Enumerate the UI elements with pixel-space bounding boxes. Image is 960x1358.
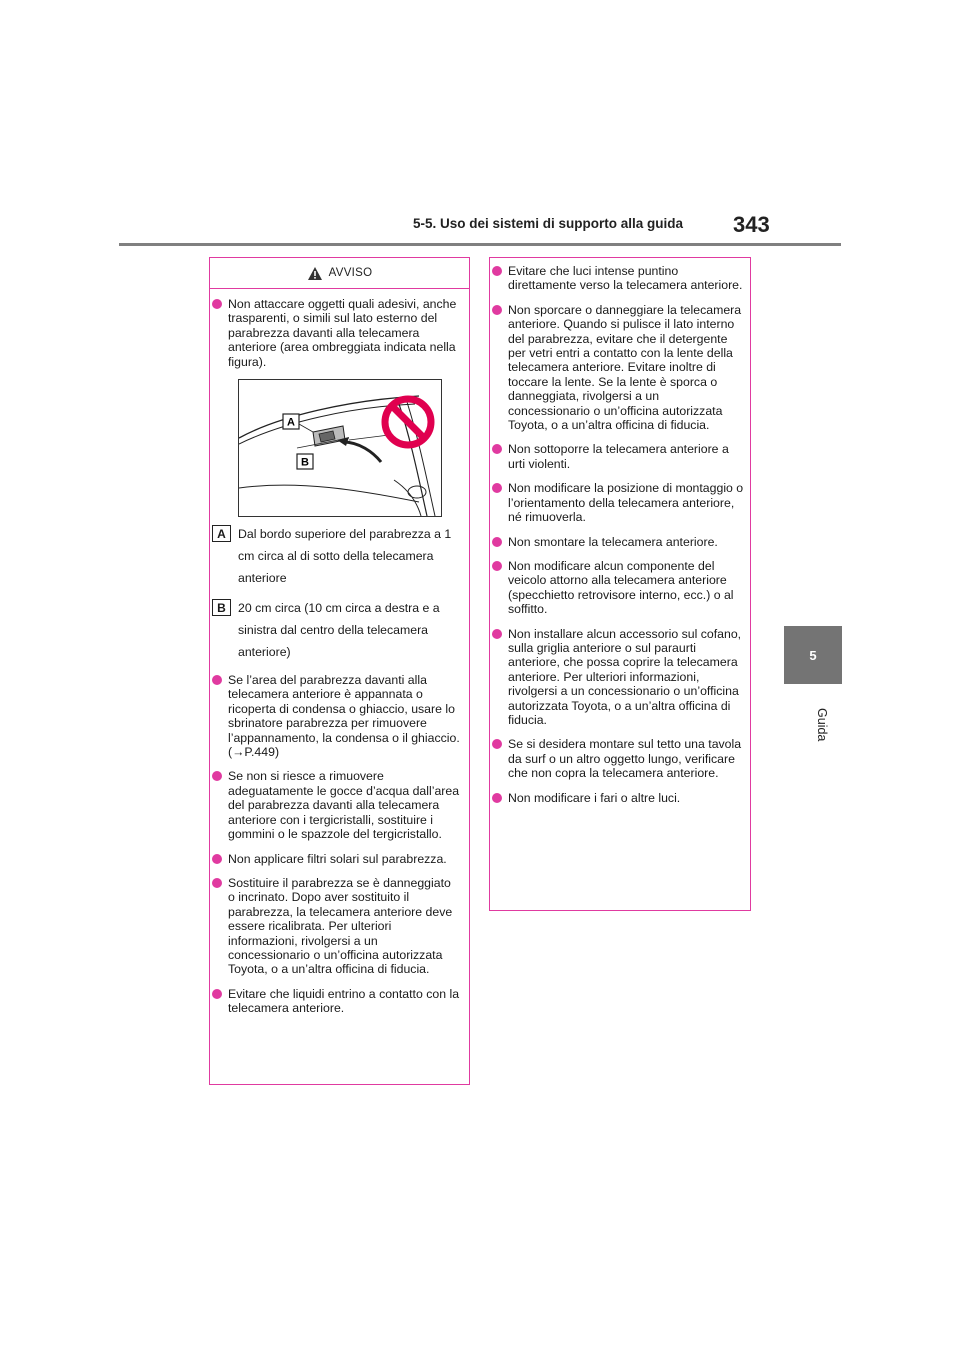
list-item: Non smontare la telecamera anteriore. (490, 535, 744, 549)
windshield-figure (238, 379, 442, 517)
figure-label-a: A (287, 416, 295, 429)
list-item: Sostituire il parabrezza se è danneggiato o incrinato. Dopo aver sostituito il parabrezza, la telecamera anteriore deve essere ricalibrata. Per ulteriori informazioni, rivolgersi a un concessionario o un’officina autorizzata Toyota, o a un’altra officina di fiducia. (210, 876, 461, 977)
bullet-dot-icon (492, 629, 502, 639)
chapter-number: 5 (809, 647, 817, 663)
bullet-dot-icon (212, 878, 222, 888)
windshield-camera-illustration (239, 380, 441, 516)
bullet-dot-icon (492, 266, 502, 276)
warning-triangle-icon (307, 266, 323, 281)
caption-badge-a: A (212, 525, 231, 542)
chapter-tab (784, 626, 842, 684)
list-item: Non installare alcun accessorio sul cofano, sulla griglia anteriore o sul paraurti anteriore, che possa coprire la telecamera anteriore. Per ulteriori informazioni, rivolgersi a un concessionario o un’officina autorizzata Toyota, o a un’altra officina di fiducia. (490, 627, 744, 728)
bullet-dot-icon (492, 739, 502, 749)
list-item: Se non si riesce a rimuovere adeguatamente le gocce d’acqua dall’area del parabrezza davanti alla telecamera anteriore con i tergicristalli, sostituire i gommini o le spazzole del tergicristallo. (210, 769, 461, 841)
warning-panel-continued (489, 257, 751, 911)
bullet-dot-icon (212, 989, 222, 999)
list-item: Non modificare i fari o altre luci. (490, 791, 744, 805)
list-item: Evitare che luci intense puntino direttamente verso la telecamera anteriore. (490, 264, 744, 293)
warning-header (210, 258, 469, 289)
bullet-dot-icon (492, 537, 502, 547)
bullet-dot-icon (212, 675, 222, 685)
bullet-dot-icon (212, 771, 222, 781)
header-divider (119, 243, 841, 246)
list-item: Se si desidera montare sul tetto una tavola da surf o un altro oggetto lungo, verificare che non copra la telecamera anteriore. (490, 737, 744, 780)
chapter-name: Guida (815, 708, 829, 742)
left-bullet-list-2 (210, 673, 469, 1016)
bullet-dot-icon (492, 561, 502, 571)
list-item: Se l’area del parabrezza davanti alla telecamera anteriore è appannata o ricoperta di condensa o ghiaccio, usare lo sbrinatore parabrezza per rimuovere l’appannamento, la condensa o il ghiaccio. (→P.449) (210, 673, 461, 759)
bullet-dot-icon (492, 483, 502, 493)
warning-panel (209, 257, 470, 1085)
caption-b: B 20 cm circa (10 cm circa a destra e a sinistra dal centro della telecamera anteriore) (210, 597, 469, 663)
list-item: Non applicare filtri solari sul parabrezza. (210, 852, 461, 866)
left-bullet-list (210, 297, 469, 369)
caption-a: A Dal bordo superiore del parabrezza a 1 cm circa al di sotto della telecamera anteriore (210, 523, 469, 589)
section-title: 5-5. Uso dei sistemi di supporto alla guida (413, 216, 684, 231)
list-item: Evitare che liquidi entrino a contatto con la telecamera anteriore. (210, 987, 461, 1016)
list-item: Non modificare alcun componente del veicolo attorno alla telecamera anteriore (specchietto retrovisore interno, ecc.) o al soffitto. (490, 559, 744, 617)
caption-badge-b: B (212, 599, 231, 616)
page-number: 343 (733, 212, 770, 237)
bullet-dot-icon (492, 305, 502, 315)
right-bullet-list (490, 264, 750, 805)
bullet-dot-icon (492, 444, 502, 454)
list-item: Non sporcare o danneggiare la telecamera anteriore. Quando si pulisce il lato interno del parabrezza, evitare che il detergente per vetri entri a contatto con la lente della telecamera anteriore. Evitare inoltre di toccare la lente. Se la lente è sporca o danneggiata, rivolgersi a un concessionario o un’officina autorizzata Toyota, o a un’altra officina di fiducia. (490, 303, 744, 433)
bullet-dot-icon (212, 854, 222, 864)
warning-title: AVVISO (328, 267, 373, 279)
list-item: Non sottoporre la telecamera anteriore a urti violenti. (490, 442, 744, 471)
bullet-dot-icon (492, 793, 502, 803)
figure-label-b: B (301, 456, 309, 469)
list-item: Non modificare la posizione di montaggio o l’orientamento della telecamera anteriore, né rimuoverla. (490, 481, 744, 524)
list-item: Non attaccare oggetti quali adesivi, anche trasparenti, o simili sul lato esterno del parabrezza davanti alla telecamera anteriore (area ombreggiata indicata nella figura). (210, 297, 461, 369)
bullet-dot-icon (212, 299, 222, 309)
